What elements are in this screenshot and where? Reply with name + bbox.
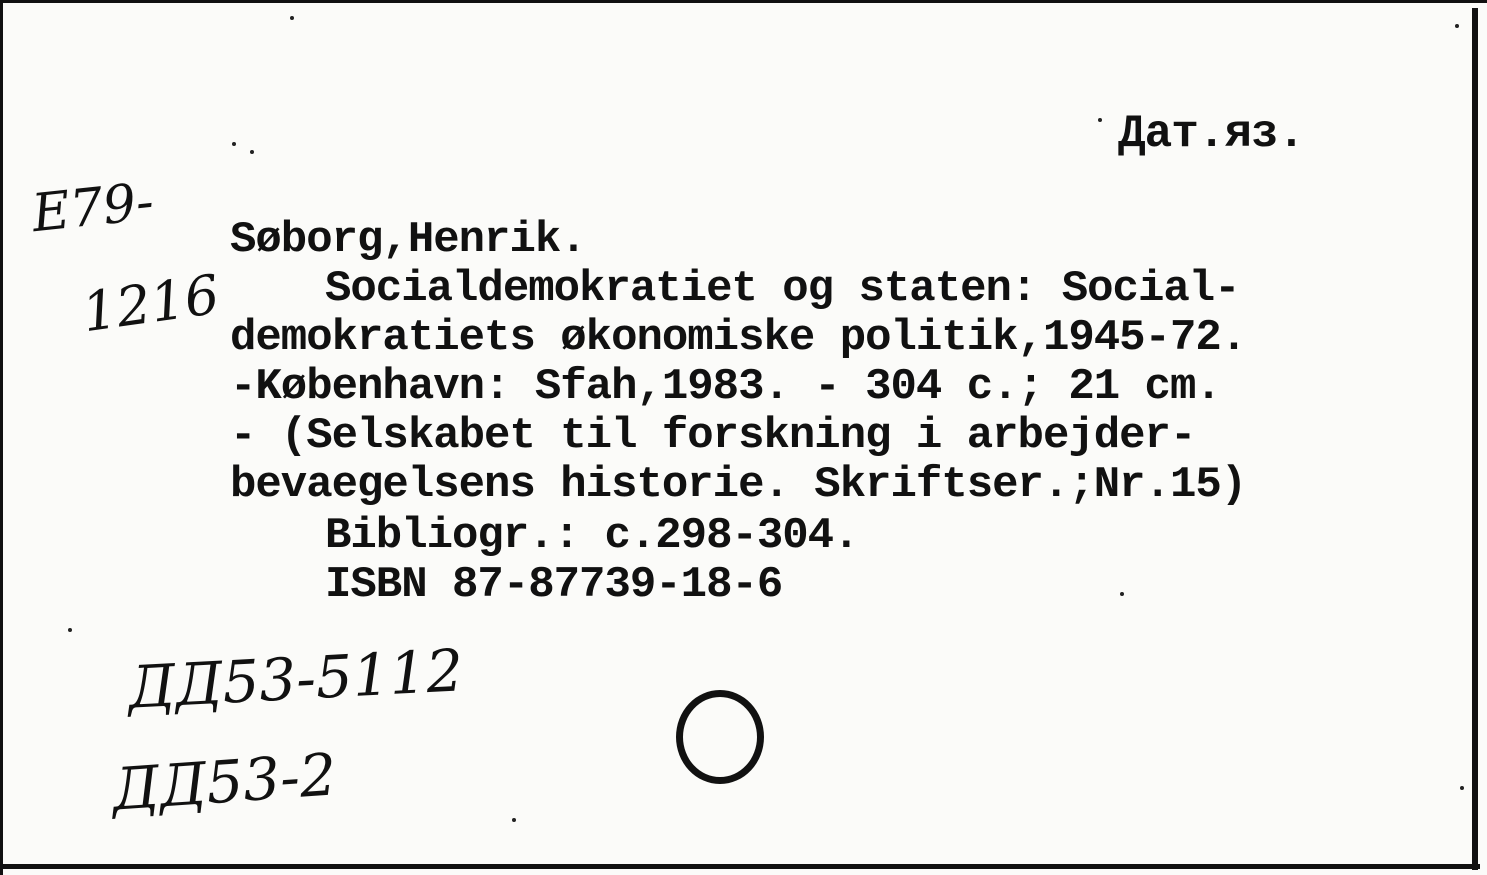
title-line: demokratiets økonomiske politik,1945-72. [230, 313, 1247, 363]
series-line: - (Selskabet til forskning i arbejder- [230, 411, 1196, 461]
card-border-top [0, 0, 1487, 3]
series-line: bevaegelsens historie. Skriftser.;Nr.15) [230, 460, 1247, 510]
speck [232, 142, 236, 146]
card-border-right [1472, 8, 1478, 870]
speck [68, 628, 72, 632]
card-border-bottom [0, 864, 1480, 869]
classification-mark-1: ДД53-5112 [126, 636, 465, 722]
shelf-mark-line2: 1216 [78, 262, 224, 345]
classification-mark-2: ДД53-2 [109, 740, 339, 824]
speck [1098, 118, 1102, 122]
imprint-line: -København: Sfah,1983. - 304 c.; 21 cm. [230, 362, 1221, 412]
punch-hole [676, 690, 764, 784]
speck [250, 150, 254, 154]
card-border-left [0, 0, 3, 875]
shelf-mark-line1: E79- [29, 171, 157, 245]
speck [512, 818, 516, 822]
bibliography-note: Bibliogr.: c.298-304. [325, 511, 859, 561]
author-heading: Søborg,Henrik. [230, 215, 586, 265]
speck [1120, 592, 1124, 596]
speck [1460, 786, 1464, 790]
speck [290, 16, 294, 20]
speck [1455, 24, 1459, 28]
title-line: Socialdemokratiet og staten: Social- [325, 264, 1240, 314]
language-note: Дат.яз. [1118, 108, 1305, 160]
isbn-line: ISBN 87-87739-18-6 [325, 560, 783, 610]
